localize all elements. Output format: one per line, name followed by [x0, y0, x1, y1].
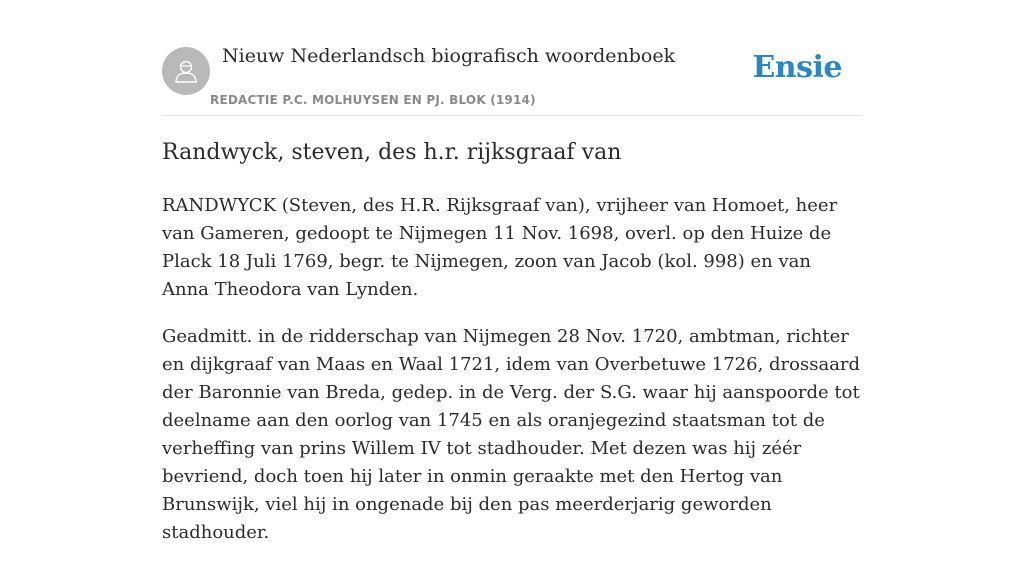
entry-paragraph: RANDWYCK (Steven, des H.R. Rijksgraaf van), vrijheer van Homoet, heer van Gameren, gedoopt te Nijmegen 11 Nov. 1698, overl. op den Huize de Plack 18 Juli 1769, begr. te Nijmegen, zoon van Jacob (kol. 998) en van Anna Theodora van Lynden.	[162, 195, 838, 300]
article-container	[162, 0, 862, 543]
editors-line: REDACTIE P.C. MOLHUYSEN EN PJ. BLOK (1914)	[210, 93, 536, 107]
source-header	[162, 0, 862, 116]
avatar[interactable]	[162, 47, 210, 95]
entry-body	[162, 192, 862, 566]
brand-logo[interactable]: Ensie	[752, 50, 842, 85]
user-icon	[172, 57, 200, 85]
entry-paragraph: Geadmitt. in de ridderschap van Nijmegen 28 Nov. 1720, ambtman, richter en dijkgraaf van Maas en Waal 1721, idem van Overbetuwe 1726, drossaard der Baronnie van Breda, gedep. in de Verg. der S.G. waar hij aanspoorde tot deelname aan den oorlog van 1745 en als oranjegezind staatsman tot de verheffing van prins Willem IV tot stadhouder. Met dezen was hij zéér bevriend, doch toen hij later in onmin geraakte met den Hertog van Brunswijk, viel hij in ongenade bij den pas meerderjarig geworden stadhouder.	[162, 326, 861, 543]
entry-title: Randwyck, steven, des h.r. rijksgraaf van	[162, 140, 622, 165]
book-title[interactable]: Nieuw Nederlandsch biografisch woordenboek	[222, 45, 676, 67]
